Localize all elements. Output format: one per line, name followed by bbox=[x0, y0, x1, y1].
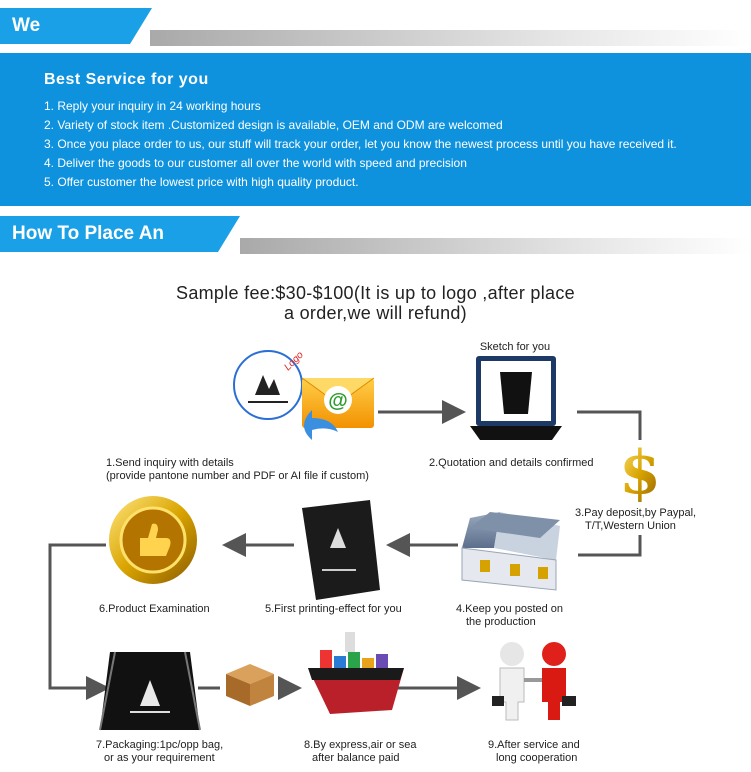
step-7-line2: or as your requirement bbox=[104, 752, 215, 764]
printed-bag-illustration bbox=[302, 500, 380, 600]
step-8-line2: after balance paid bbox=[312, 752, 400, 764]
guarantee-header-label: We bbox=[12, 15, 41, 36]
logo-label: Logo bbox=[282, 349, 306, 374]
step-9-line1: 9.After service and bbox=[488, 739, 580, 751]
step-4-line1: 4.Keep you posted on bbox=[456, 603, 564, 615]
step-5-caption bbox=[265, 603, 402, 616]
step-4-line2: the production bbox=[466, 616, 536, 628]
step-1-line1: 1.Send inquiry with details bbox=[106, 457, 234, 469]
laptop-illustration bbox=[470, 341, 562, 440]
step-9-caption bbox=[488, 739, 580, 765]
step-2-caption bbox=[429, 457, 594, 470]
guarantee-item: 5. Offer customer the lowest price with high quality product. bbox=[44, 175, 359, 189]
gold-seal-illustration bbox=[109, 496, 197, 584]
step-8-caption bbox=[304, 739, 417, 765]
package-box-icon bbox=[226, 664, 274, 706]
bag-sketch-icon bbox=[500, 372, 532, 414]
drawstring-bag-illustration bbox=[100, 652, 200, 730]
step-1-line2: (provide pantone number and PDF or AI file if custom) bbox=[106, 470, 369, 482]
sample-fee-line1: Sample fee:$30-$100(It is up to logo ,after place bbox=[176, 283, 575, 303]
guarantee-item: 1. Reply your inquiry in 24 working hours bbox=[44, 99, 261, 113]
step-6-caption bbox=[99, 603, 210, 616]
step-9-line2: long cooperation bbox=[496, 752, 578, 764]
laptop-keyboard bbox=[470, 426, 562, 440]
inquiry-illustration bbox=[234, 349, 374, 440]
guarantee-item: 4. Deliver the goods to our customer all over the world with speed and precision bbox=[44, 156, 467, 170]
step-3-line1: 3.Pay deposit,by Paypal, bbox=[575, 507, 697, 519]
step-1-caption bbox=[106, 457, 369, 483]
cargo-ship-illustration bbox=[308, 632, 404, 714]
guarantee-item: 3. Once you place order to us, our stuff will track your order, let you know the newest process until you have received it. bbox=[44, 137, 677, 151]
step-8-line1: 8.By express,air or sea bbox=[304, 739, 417, 751]
step-3-line2: T/T,Western Union bbox=[585, 520, 676, 532]
guarantee-item: 2. Variety of stock item .Customized design is available, OEM and ODM are welcomed bbox=[44, 118, 503, 132]
guarantee-title: Best Service for you bbox=[44, 71, 209, 88]
order-header-label: How To Place An Order bbox=[12, 223, 165, 280]
step-5-line1: 5.First printing-effect for you bbox=[265, 603, 402, 615]
step-4-caption bbox=[456, 603, 563, 629]
dollar-icon: $ bbox=[619, 438, 661, 508]
step-7-line1: 7.Packaging:1pc/opp bag, bbox=[96, 739, 224, 751]
step-3-caption bbox=[575, 507, 696, 533]
handshake-illustration bbox=[492, 642, 576, 720]
step-7-caption bbox=[96, 739, 223, 765]
factory-illustration bbox=[462, 512, 560, 590]
sketch-label: Sketch for you bbox=[479, 341, 551, 353]
step-6-line1: 6.Product Examination bbox=[99, 603, 210, 615]
step-2-line1: 2.Quotation and details confirmed bbox=[429, 457, 594, 469]
sample-fee-line2: a order,we will refund) bbox=[284, 303, 467, 323]
email-at-icon: @ bbox=[328, 390, 348, 412]
